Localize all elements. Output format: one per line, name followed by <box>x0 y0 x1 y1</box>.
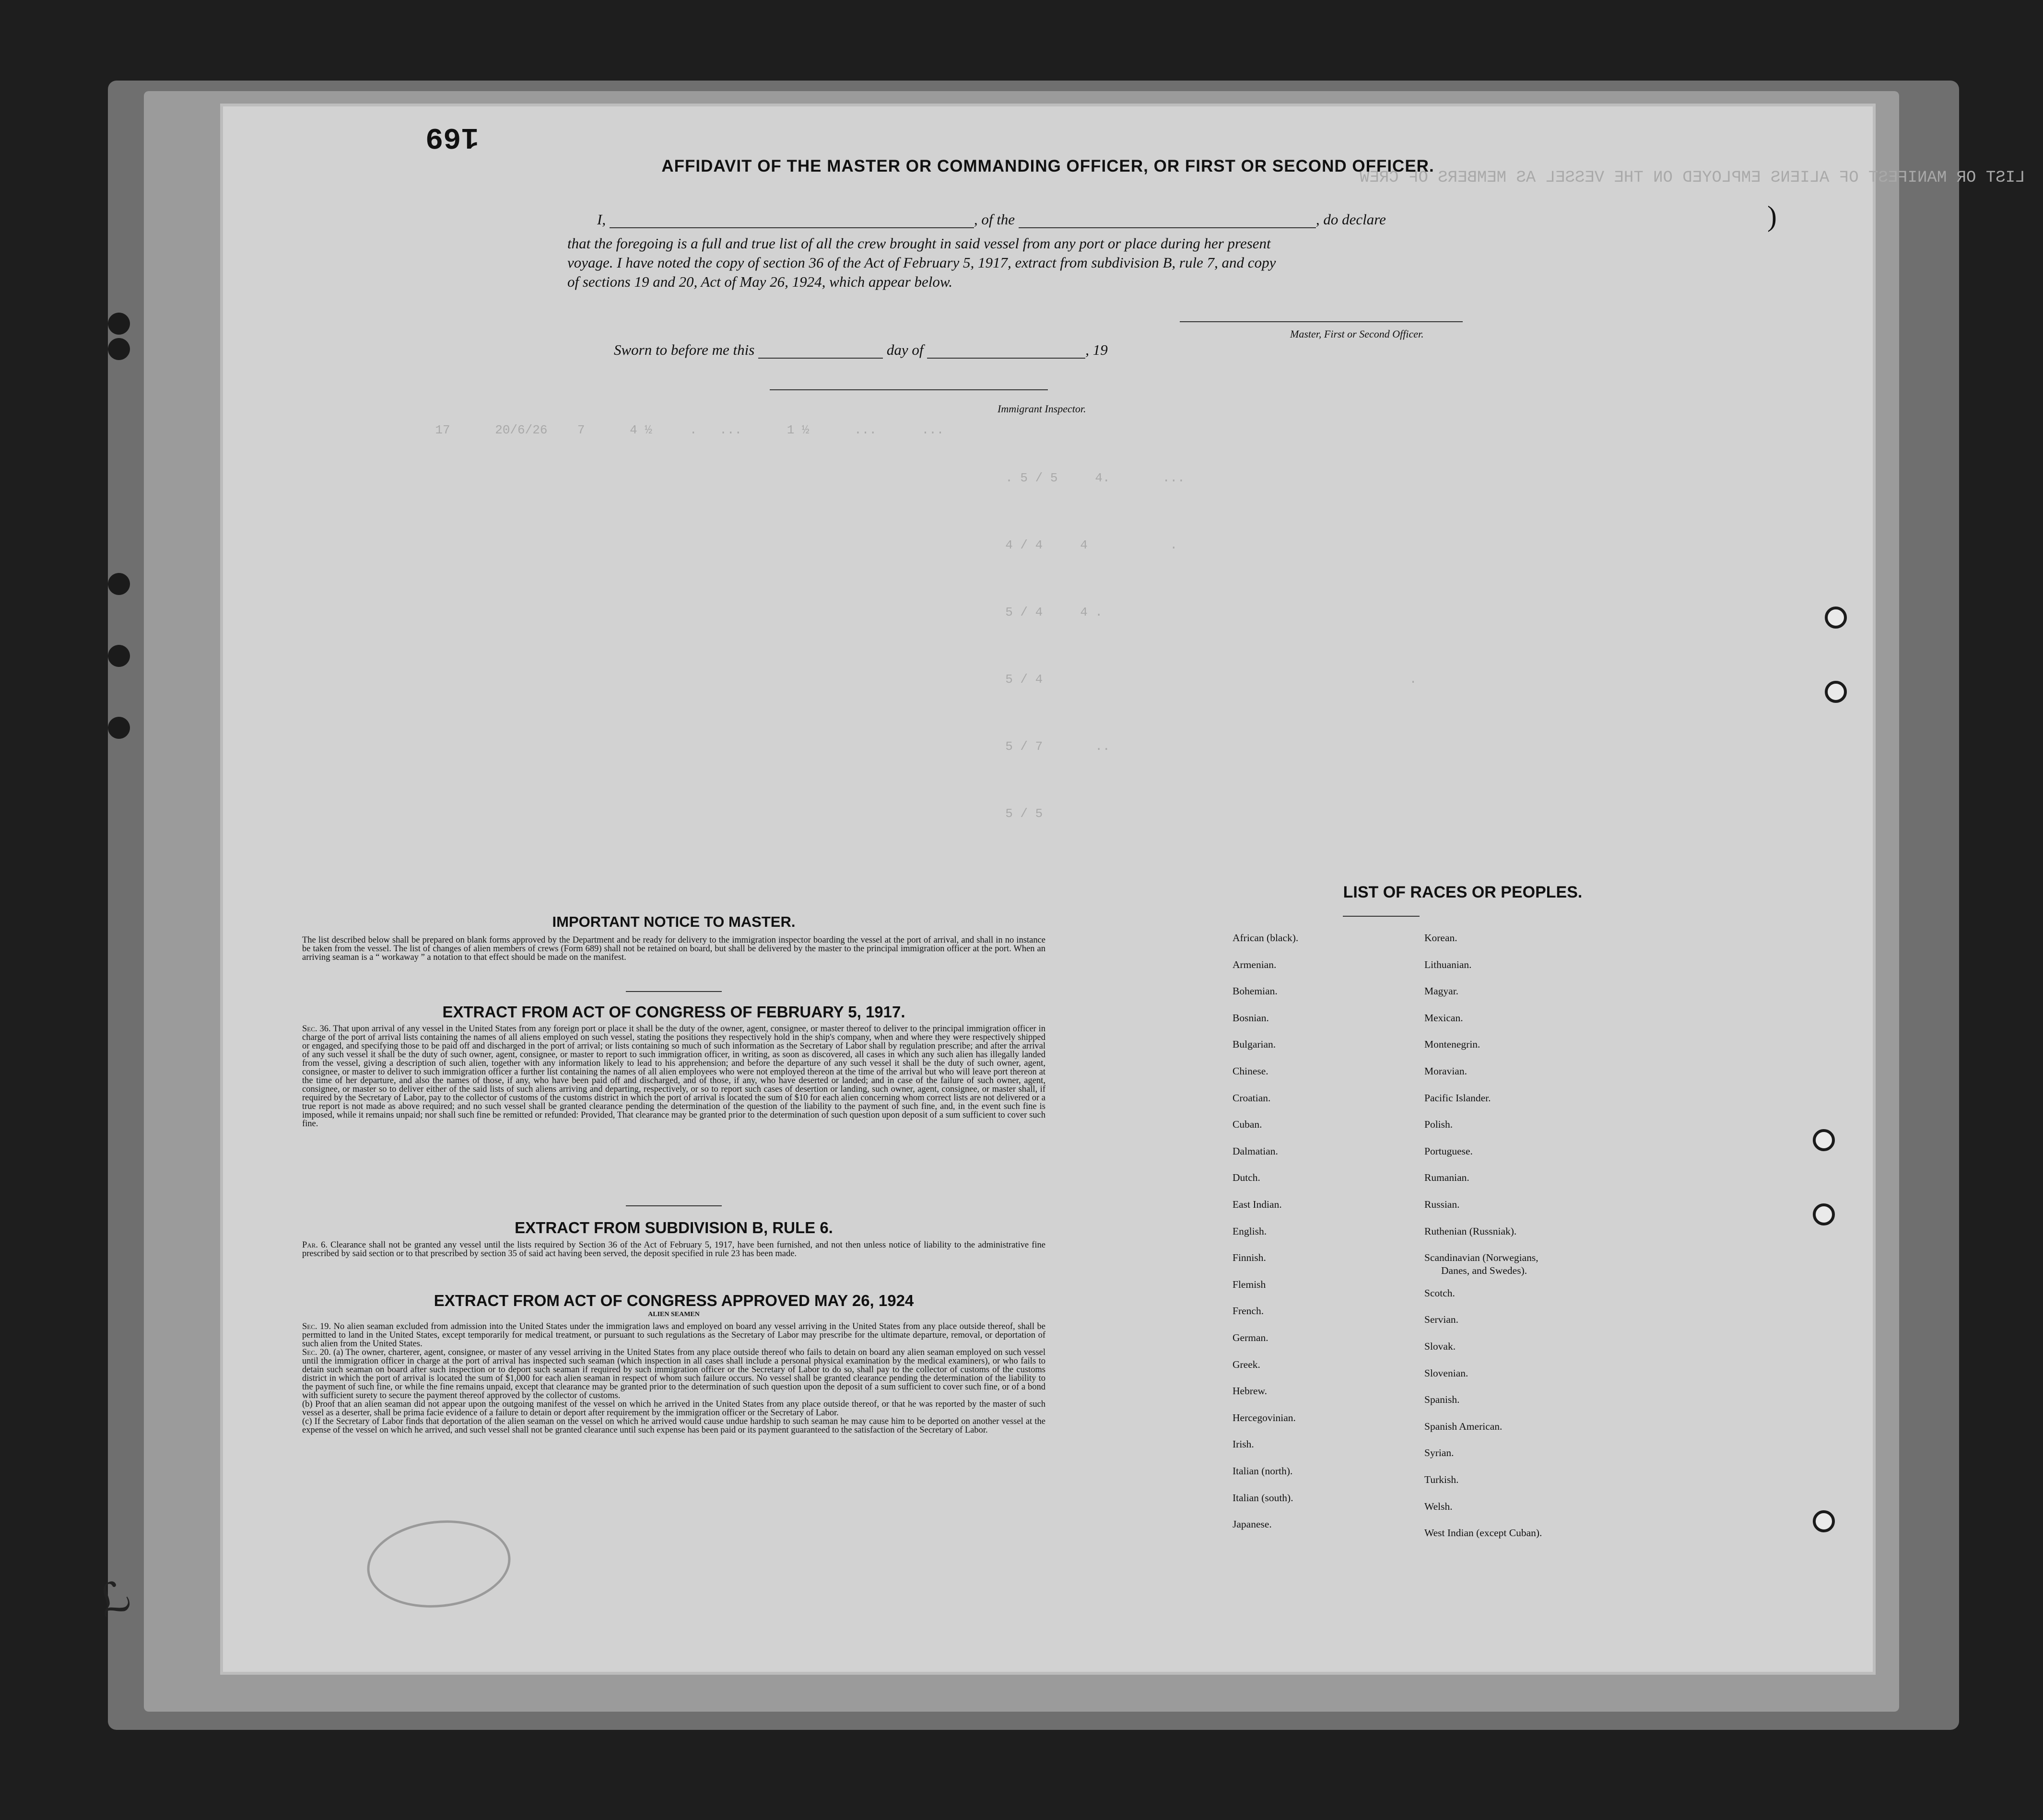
race-item: Pacific Islander. <box>1424 1092 1491 1104</box>
sec-19-label: Sec. 19. <box>302 1322 331 1331</box>
race-item: Bosnian. <box>1233 1012 1269 1024</box>
affidavit-title: AFFIDAVIT OF THE MASTER OR COMMANDING OFFICER, OR FIRST OR SECOND OFFICER. <box>661 157 1434 175</box>
vessel-blank[interactable] <box>1019 227 1316 228</box>
affidavit-of-the: , of the <box>974 211 1015 228</box>
bleed-through-text: 5 / 4 4 . <box>990 605 1103 619</box>
race-item: Bulgarian. <box>1233 1038 1276 1050</box>
master-signature-label: Master, First or Second Officer. <box>1290 328 1424 340</box>
bleed-through-text: 17 20/6/26 7 4 ½ . ... 1 ½ ... ... <box>405 423 944 437</box>
race-item: English. <box>1233 1225 1267 1237</box>
manifest-page <box>91 106 2025 1672</box>
race-item: West Indian (except Cuban). <box>1424 1527 1542 1539</box>
binder-hole <box>1825 681 1847 703</box>
race-item: Cuban. <box>1233 1119 1262 1131</box>
sec-20b-body: (b) Proof that an alien seaman did not appear upon the outgoing manifest of the vessel on which he arrived in the United States from any place outside thereof, or that he was reported by the master of such vessel as a deserter, shall be prima facie evidence of a failure to detain or deport after requirement by the immigration officer or the Secretary of Labor. <box>302 1400 1045 1418</box>
extract-1917-section: Sec. 36. <box>302 1024 331 1034</box>
race-item: Finnish. <box>1233 1252 1266 1264</box>
divider-rule <box>1343 916 1420 917</box>
sworn-month-blank[interactable] <box>927 358 1085 359</box>
date-stamp <box>363 1514 515 1614</box>
affidavit-line-1 <box>597 211 1724 228</box>
race-item: Moravian. <box>1424 1065 1467 1077</box>
sworn-day-of: day of <box>886 341 924 358</box>
affidavit-i: I, <box>597 211 606 228</box>
race-item: Magyar. <box>1424 985 1459 997</box>
extract-1917-text <box>302 1025 1045 1128</box>
punch-hole <box>108 338 130 360</box>
sworn-prefix: Sworn to before me this <box>614 341 755 358</box>
extract-1924-title: EXTRACT FROM ACT OF CONGRESS APPROVED MAY 26, 1924 <box>434 1292 914 1309</box>
race-item: Greek. <box>1233 1358 1260 1370</box>
affidavit-line-2: that the foregoing is a full and true list of all the crew brought in said vessel from any port or place during her present <box>567 235 1271 252</box>
race-item: Hebrew. <box>1233 1385 1268 1397</box>
affidavit-line-3: voyage. I have noted the copy of section 36 of the Act of February 5, 1917, extract from subdivision B, rule 7, and copy <box>567 254 1276 271</box>
race-item: Ruthenian (Russniak). <box>1424 1225 1517 1237</box>
bleed-through-text: . 5 / 5 4. ... <box>990 471 1185 485</box>
punch-hole <box>108 313 130 335</box>
race-item: Spanish American. <box>1424 1420 1503 1432</box>
inspector-signature-line[interactable] <box>770 389 1048 390</box>
subdivision-par: Par. 6. <box>302 1240 328 1250</box>
race-item: Servian. <box>1424 1314 1459 1326</box>
race-item: Rumanian. <box>1424 1172 1469 1184</box>
divider-rule <box>626 1205 722 1206</box>
subdivision-title: EXTRACT FROM SUBDIVISION B, RULE 6. <box>515 1219 833 1237</box>
race-item: Portuguese. <box>1424 1145 1473 1157</box>
sworn-year: , 19 <box>1085 341 1108 358</box>
race-item: Welsh. <box>1424 1500 1453 1512</box>
race-item: Korean. <box>1424 932 1457 944</box>
race-item: Spanish. <box>1424 1394 1460 1406</box>
race-item: Slovenian. <box>1424 1367 1468 1379</box>
race-item: Slovak. <box>1424 1341 1456 1352</box>
race-item: Flemish <box>1233 1278 1266 1290</box>
race-item: Croatian. <box>1233 1092 1271 1104</box>
name-blank[interactable] <box>610 227 974 228</box>
bleed-through-text: 5 / 5 <box>990 806 1043 821</box>
bleed-through-text: LIST OR MANIFEST OF ALIENS EMPLOYED ON THE VESSEL AS MEMBERS OF CREW <box>1360 169 2025 187</box>
sec-20c-body: (c) If the Secretary of Labor finds that deportation of the alien seaman on the vessel on which he arrived would cause undue hardship to such seaman he may cause him to be deported on another vessel at the expense of the vessel on which he arrived, and such vessel shall not be granted clearance until such expense has been paid or its payment guaranteed to the satisfaction of the Secretary of Labor. <box>302 1417 1045 1435</box>
extract-1924-subtitle: ALIEN SEAMEN <box>648 1311 700 1318</box>
bleed-through-text: 4 / 4 4 . <box>990 538 1178 552</box>
punch-hole <box>108 645 130 667</box>
binder-hole <box>1813 1129 1835 1151</box>
affidavit-line-4: of sections 19 and 20, Act of May 26, 1924, which appear below. <box>567 273 953 290</box>
race-item: Italian (south). <box>1233 1492 1293 1504</box>
race-item: Turkish. <box>1424 1474 1459 1485</box>
subdivision-body: Clearance shall not be granted any vessel until the lists required by Section 36 of the Act of February 5, 1917, have been furnished, and not then unless notice of liability to the administrative fine prescribed by said section or to that prescribed by section 35 of said act having been served, the deposit specified in rule 23 has been made. <box>302 1240 1045 1259</box>
extract-1924-text <box>302 1322 1045 1435</box>
race-item: Mexican. <box>1424 1012 1463 1024</box>
race-item: Russian. <box>1424 1199 1460 1210</box>
inspector-signature-label: Immigrant Inspector. <box>998 403 1086 415</box>
notice-text: The list described below shall be prepared on blank forms approved by the Department and be ready for delivery to the immigration inspector boarding the vessel at the port of arrival, and shall in no instance be taken from the vessel. The list of changes of alien members of crews (Form 689) shall not be retained on board, but shall be delivered by the master to the principal immigration officer at the port. When an arriving seaman is a “ workaway ” a notation to that effect should be made on the manifest. <box>302 935 1045 962</box>
sec-19-body: No alien seaman excluded from admission into the United States under the immigration laws and employed on board any vessel arriving in the United States from any place outside thereof, shall be permitted to land in the United States, except temporarily for medical treatment, or pursuant to such regulations as the Secretary of Labor may prescribe for the ultimate departure, removal, or deportation of such alien from the United States. <box>302 1322 1046 1349</box>
binder-hole <box>1825 607 1847 629</box>
master-signature-line[interactable] <box>1180 321 1463 322</box>
race-item: Chinese. <box>1233 1065 1268 1077</box>
race-item: Dutch. <box>1233 1172 1260 1184</box>
subdivision-text <box>302 1241 1045 1258</box>
race-item: African (black). <box>1233 932 1299 944</box>
race-item-continuation: Danes, and Swedes). <box>1441 1265 1527 1276</box>
extract-1917-title: EXTRACT FROM ACT OF CONGRESS OF FEBRUARY 5, 1917. <box>442 1003 905 1021</box>
sworn-day-blank[interactable] <box>758 358 883 359</box>
race-item: Japanese. <box>1233 1518 1272 1530</box>
race-item: Montenegrin. <box>1424 1038 1480 1050</box>
race-item: Irish. <box>1233 1438 1254 1450</box>
sec-20-label: Sec. 20. <box>302 1348 331 1357</box>
bleed-through-text: 5 / 7 .. <box>990 739 1110 754</box>
race-item: Scandinavian (Norwegians, <box>1424 1252 1538 1264</box>
race-item: Hercegovinian. <box>1233 1412 1296 1423</box>
sworn-line <box>614 341 1429 359</box>
handwritten-scribble: ℒ <box>91 1571 137 1627</box>
race-item: Italian (north). <box>1233 1465 1293 1477</box>
race-item: German. <box>1233 1332 1268 1343</box>
divider-rule <box>626 991 722 992</box>
race-item: Armenian. <box>1233 958 1277 970</box>
extract-1917-body: That upon arrival of any vessel in the United States from any foreign port or place it shall be the duty of the owner, agent, consignee, or master thereof to deliver to the principal immigration officer in charge of the port of arrival lists containing the names of all aliens employed on such vessel, stating the positions they respectively hold in the ship's company, when and where they were respectively shipped or engaged, and specifying those to be paid off and discharged in the port of arrival; or lists containing so much of such information as the Secretary of Labor shall by regulation prescribe; and after the arrival of any such vessel it shall be the duty of such owner, agent, consignee, or master to report to such immigration officer, in writing, as soon as discovered, all cases in which any such alien has illegally landed from the vessel, giving a description of such alien, together with any information likely to lead to his apprehension; and before the departure of any such vessel it shall be the duty of such owner, agent, consignee, or master to deliver to such immigration officer a further list containing the names of all alien employees who were not employed thereon at the time of the arrival but who will leave port thereon at the time of her departure, and also the names of those, if any, who have been paid off and discharged, and of those, if any, who have deserted or landed; and in case of the failure of such owner, agent, consignee, or master so to deliver either of the said lists of such aliens arriving and departing, respectively, or so to report such cases of desertion or landing, such owner, agent, consignee, or master shall, if required by the Secretary of Labor, pay to the collector of customs of the customs district in which the port of arrival is located the sum of $10 for each alien concerning whom correct lists are not delivered or a true report is not made as above required; and no such vessel shall be granted clearance pending the determination of the question of the liability to the payment of such fine, and, in the event such fine is imposed, while it remains unpaid; nor shall such fine be remitted or refunded: Provided, That clearance may be granted prior to the determination of such question upon deposit of a sum sufficient to cover such fine. <box>302 1024 1046 1129</box>
race-item: Dalmatian. <box>1233 1145 1278 1157</box>
races-title: LIST OF RACES OR PEOPLES. <box>1343 883 1583 901</box>
punch-hole <box>108 573 130 595</box>
binder-hole <box>1813 1203 1835 1225</box>
punch-hole <box>108 717 130 739</box>
sec-20-body: (a) The owner, charterer, agent, consignee, or master of any vessel arriving in the United States from any place outside thereof who fails to detain on board any alien seaman employed on such vessel until the immigration officer in charge at the port of arrival has inspected such seaman (which inspection in all cases shall include a personal physical examination by the medical examiners), or who fails to detain such seaman on board after such inspection or to deport such seaman if required by such immigration officer or the Secretary of Labor to do so, shall pay to the collector of customs of the customs district in which the port of arrival is located the sum of $1,000 for each alien seaman in respect of whom such failure occurs. No vessel shall be granted clearance pending the determination of the liability to the payment of such fine, or while the fine remains unpaid, except that clearance may be granted prior to the determination of such question upon the deposit of a sum sufficient to cover such fine, or of a bond with sufficient surety to secure the payment thereof approved by the collector of customs. <box>302 1348 1045 1400</box>
handwritten-mark: ) <box>1767 200 1777 232</box>
bleed-through-text: 5 / 4 . <box>990 672 1417 687</box>
race-item: Lithuanian. <box>1424 958 1472 970</box>
race-item: Polish. <box>1424 1119 1453 1131</box>
affidavit-do-declare: , do declare <box>1315 211 1386 228</box>
page-number: 169 <box>425 120 479 154</box>
race-item: Scotch. <box>1424 1287 1455 1299</box>
race-item: Syrian. <box>1424 1447 1454 1459</box>
race-item: East Indian. <box>1233 1199 1282 1210</box>
race-item: Bohemian. <box>1233 985 1278 997</box>
binder-hole <box>1813 1510 1835 1532</box>
race-item: French. <box>1233 1305 1264 1317</box>
notice-title: IMPORTANT NOTICE TO MASTER. <box>552 913 796 930</box>
